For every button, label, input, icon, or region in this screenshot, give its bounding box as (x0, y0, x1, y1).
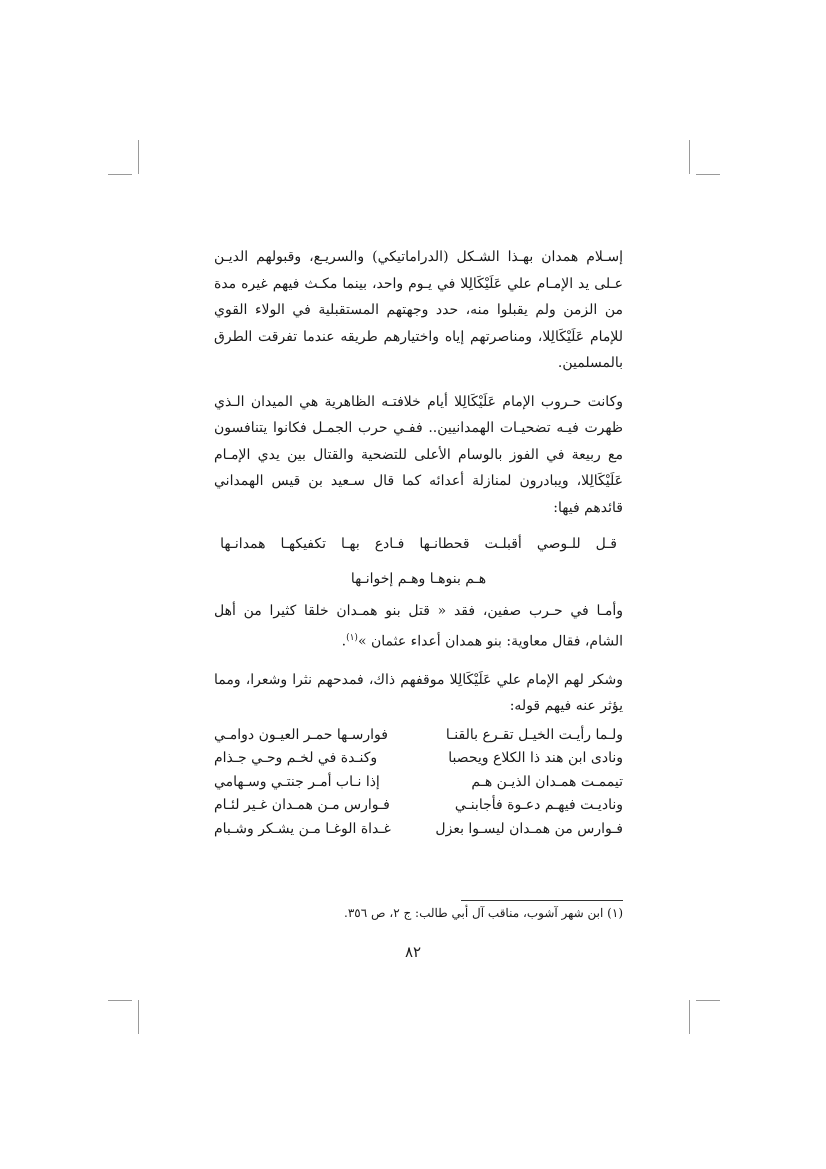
crop-mark-bottom-left-h (108, 1000, 132, 1001)
poem-hemistich: إذا نـاب أمـر جنتـي وسـهامي (214, 773, 380, 790)
crop-mark-bottom-right-h (696, 1000, 720, 1001)
poem-hemistich: تيممـت همـدان الذيـن هـم (471, 773, 623, 790)
poem-hemistich: وناديـت فيهـم دعـوة فأجابنـي (454, 797, 623, 814)
crop-mark-top-right-h (696, 174, 720, 175)
crop-mark-top-left (138, 140, 139, 174)
verse-1-line-1 (214, 531, 623, 558)
paragraph-1: إسـلام همدان بهـذا الشـكل (الدراماتيكي) والسريـع، وقبولهم الديـن عـلى يد الإمـام علي عَلَيْكَالِلا في يـوم واحد، بينما مكـث فيهم غيره مدة من الزمن ولم يقبلوا منه، حدد وجهتهم المستقبلية في الولاء القوي للإمام عَلَيْكَالِلا، ومناصرتهم إياه واختيارهم طريقه عندما تفرقت الطرق بالمسلمين. (214, 249, 623, 371)
poem-hemistich: وكنـدة في لخـم وحـي جـذام (214, 750, 378, 767)
verse-word: قحطانـها (419, 536, 470, 552)
verse-word: أقبلـت (484, 536, 522, 552)
body-text (214, 244, 623, 841)
poem-hemistich: فوارسـها حمـر العيـون دوامـي (214, 726, 388, 743)
verse-word: همدانـها (220, 536, 266, 552)
paragraph-3-text: وأمـا في حـرب صفين، فقد « قتل بنو همـدان خلقا كثيرا من أهل الشام، فقال معاوية: بنو همدان أعداء عثمان » (214, 603, 623, 650)
poem-hemistich: ولـما رأيـت الخيـل تقـرع بالقنـا (445, 726, 623, 743)
verse-1-line-2: هـم بنوهـا وهـم إخوانـها (350, 570, 487, 587)
verse-word: تكفيكهـا (280, 536, 327, 552)
paragraph-4: وشكر لهم الإمام علي عَلَيْكَالِلا موقفهم ذاك، فمدحهم نثرا وشعرا، ومما يؤثر عنه فيهم قوله: (214, 671, 623, 715)
paragraph-3 (214, 598, 623, 655)
poem (214, 724, 623, 842)
crop-mark-top-right (689, 140, 690, 174)
paragraph-3-after: . (341, 633, 347, 650)
page-number: ٨٢ (404, 943, 422, 961)
verse-word: بهـا (341, 536, 360, 552)
paragraph-2: وكانت حـروب الإمام عَلَيْكَالِلا أيام خلافتـه الظاهرية هي الميدان الـذي ظهرت فيـه تضحيـات الهمدانيين.. ففـي حرب الجمـل فكانوا يتنافسون مع ربيعة في الفوز بالوسام الأعلى للتضحية والقتال بين يدي الإمـام عَلَيْكَالِلا، ويبادرون لمنازلة أعدائه كما قال سـعيد بن قيس الهمداني قائدهم فيها: (214, 393, 623, 516)
poem-hemistich: فـوارس من همـدان ليسـوا بعزل (435, 820, 623, 837)
footnote: (١) ابن شهر آشوب، مناقب آل أبي طالب: ج ٢، ص ٣٥٦. (344, 906, 623, 920)
poem-hemistich: ونادى ابن هند ذا الكلاع ويحصبا (448, 750, 623, 767)
crop-mark-bottom-right (689, 1000, 690, 1034)
verse-word: قـل (595, 536, 617, 552)
poem-hemistich: غـداة الوغـا مـن يشـكر وشـبام (214, 820, 391, 837)
verse-word: فـادع (374, 536, 405, 552)
footnote-separator (461, 900, 623, 901)
footnote-ref[interactable]: (١) (346, 632, 358, 643)
crop-mark-top-left-h (108, 174, 132, 175)
crop-mark-bottom-left (138, 1000, 139, 1034)
verse-word: للـوصي (536, 536, 581, 552)
poem-hemistich: فـوارس مـن همـدان غـير لئـام (214, 797, 390, 814)
